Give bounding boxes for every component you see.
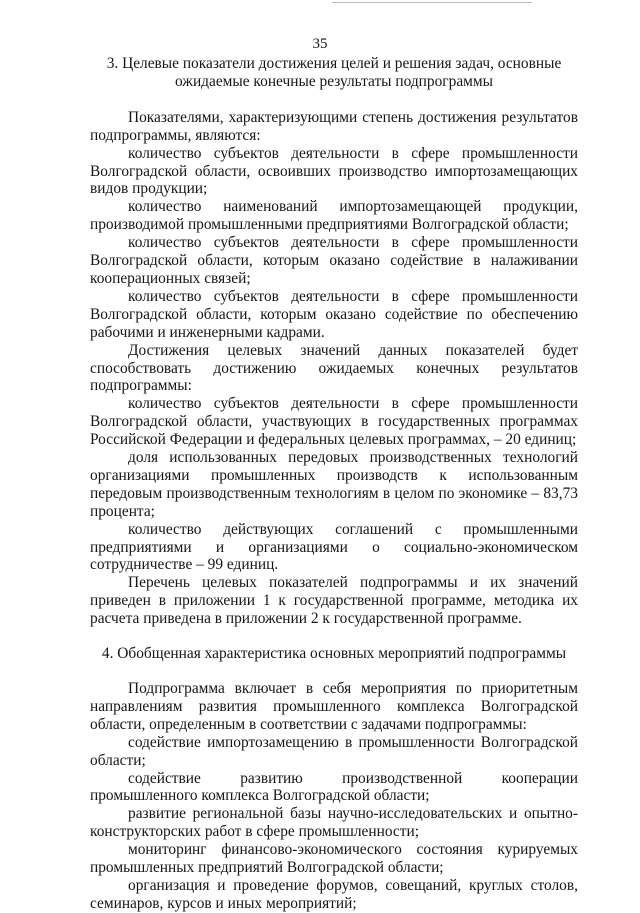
- section-4-intro: Подпрограмма включает в себя мероприятия по приоритетным направлениям развития промышленного комплекса Волгоградской области, определенным в соответствии с задачами подпрограммы:: [90, 680, 578, 733]
- activity-item: содействие импортозамещению в промышленности Волгоградской области;: [90, 733, 578, 769]
- activity-item: содействие развитию производственной кооперации промышленного комплекса Волгоградской области;: [90, 769, 578, 805]
- result-item: количество субъектов деятельности в сфере промышленности Волгоградской области, участвующих в государственных программах Российской Федерации и федеральных целевых программах, – 20 единиц;: [90, 395, 578, 449]
- section-3-heading: 3. Целевые показатели достижения целей и решения задач, основные ожидаемые конечные результаты подпрограммы: [106, 55, 562, 90]
- document-body: [90, 55, 578, 913]
- indicator-item: количество наименований импортозамещающей продукции, производимой промышленными предприятиями Волгоградской области;: [90, 198, 578, 234]
- indicator-item: количество субъектов деятельности в сфере промышленности Волгоградской области, которым оказано содействие по обеспечению рабочими и инженерными кадрами.: [90, 287, 578, 341]
- indicator-item: количество субъектов деятельности в сфере промышленности Волгоградской области, освоивших производство импортозамещающих видов продукции;: [90, 144, 578, 198]
- indicator-item: количество субъектов деятельности в сфере промышленности Волгоградской области, которым оказано содействие в налаживании кооперационных связей;: [90, 234, 578, 287]
- page-number: 35: [312, 36, 328, 52]
- section-4-heading: 4. Обобщенная характеристика основных мероприятий подпрограммы: [101, 645, 567, 663]
- activity-item: мониторинг финансово-экономического состояния курируемых промышленных предприятий Волгоградской области;: [90, 841, 578, 877]
- section-3-intro: Показателями, характеризующими степень достижения результатов подпрограммы, являются:: [90, 108, 578, 144]
- results-intro: Достижения целевых значений данных показателей будет способствовать достижению ожидаемых конечных результатов подпрограммы:: [90, 341, 578, 395]
- section-3-closing: Перечень целевых показателей подпрограммы и их значений приведен в приложении 1 к государственной программе, методика их расчета приведена в приложении 2 к государственной программе.: [90, 574, 578, 628]
- top-rule: [332, 2, 532, 3]
- result-item: количество действующих соглашений с промышленными предприятиями и организациями о социально-экономическом сотрудничестве – 99 единиц.: [90, 520, 578, 574]
- activity-item: организация и проведение форумов, совещаний, круглых столов, семинаров, курсов и иных мероприятий;: [90, 876, 578, 912]
- result-item: доля использованных передовых производственных технологий организациями промышленных производств к использованным передовым производственным технологиям в целом по экономике – 83,73 процента;: [90, 449, 578, 520]
- activity-item: развитие региональной базы научно-исследовательских и опытно-конструкторских работ в сфере промышленности;: [90, 805, 578, 841]
